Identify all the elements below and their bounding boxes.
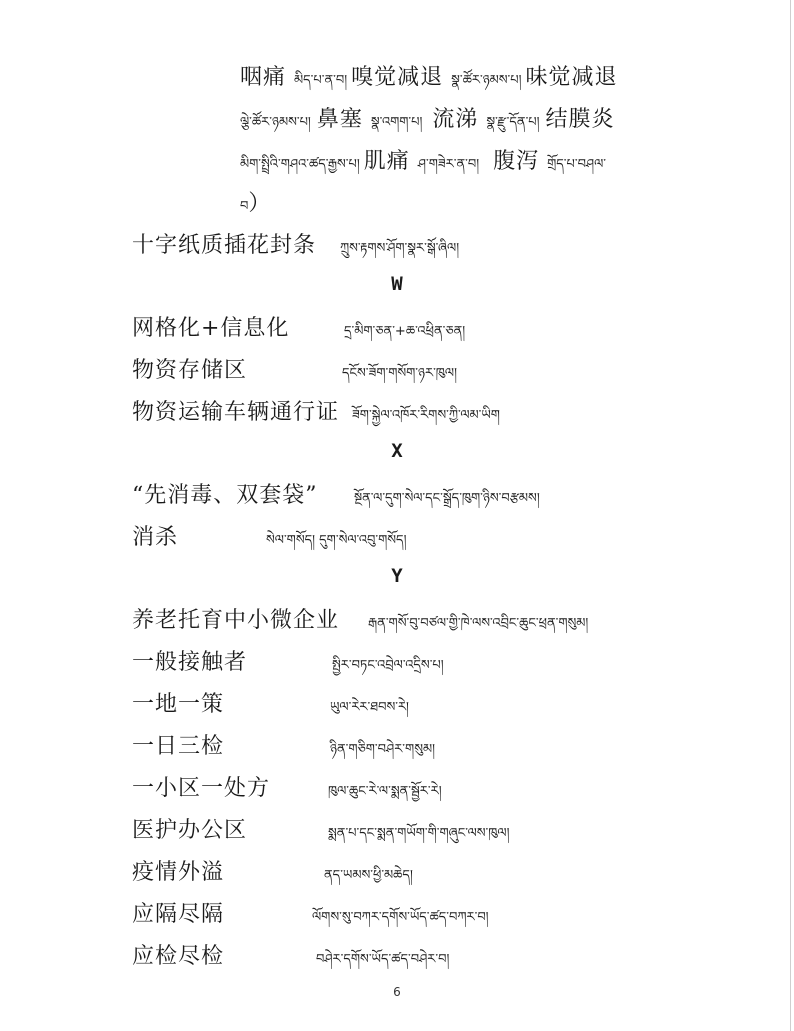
term-bo: བ: [240, 199, 249, 214]
entry-bo: སྨན་པ་དང་སྨན་གཡོག་གི་གཞུང་ལས་ཁུལ།: [328, 826, 510, 841]
term-bo: མིད་པ་ན་བ།: [294, 73, 348, 88]
symptom-line-4: [240, 186, 271, 228]
glossary-entry: [132, 771, 442, 813]
section-letter-y: Y: [391, 565, 403, 587]
entry-bo: ཡུལ་རེར་ཐབས་རེ།: [330, 700, 409, 715]
glossary-entry: [132, 897, 489, 939]
term-bo: ལྕེ་ཚོར་ཉམས་པ།: [240, 115, 311, 130]
term-bo: སྣ་ཚོར་ཉམས་པ།: [451, 73, 522, 88]
entry-zh: 疫情外溢: [132, 860, 225, 885]
entry-bo: ཀྲུས་རྟགས་ཤོག་སྣར་སྒོ་ཞིལ།: [340, 241, 460, 256]
entry-zh: 医护办公区: [132, 818, 248, 843]
section-letter-x: X: [391, 440, 403, 462]
term-zh: 咽痛: [240, 65, 287, 90]
term-zh: 结膜炎: [545, 107, 615, 132]
glossary-entry: [132, 395, 500, 437]
term-zh: 流涕: [432, 107, 479, 132]
term-bo: སྣ་རྫུ་དོན་པ།: [486, 115, 540, 130]
entry-bo: སྤྱིར་བཏང་འབྲེལ་འདྲིས་པ།: [332, 658, 444, 673]
page-number: 6: [393, 985, 401, 999]
symptom-line-1: [240, 60, 618, 102]
entry-zh: 十字纸质插花封条: [132, 233, 317, 258]
entry-zh: 应检尽检: [132, 944, 225, 969]
entry-zh: 应隔尽隔: [132, 902, 225, 927]
glossary-entry: [132, 813, 509, 855]
entry-zh: 消杀: [132, 525, 179, 550]
glossary-entry: [132, 603, 588, 645]
term-zh: 鼻塞: [316, 107, 363, 132]
glossary-entry: [132, 729, 435, 771]
entry-zh: 网格化+信息化: [132, 316, 290, 341]
entry-bo: ཉིན་གཅིག་བཤེར་གསུམ།: [330, 742, 435, 757]
entry-bo: དངོས་ཟོག་གསོག་ཉར་ཁུལ།: [342, 366, 457, 381]
glossary-entry: [132, 687, 409, 729]
entry-bo: དྲ་མིག་ཅན་+ཆ་འཕྲིན་ཅན།: [344, 324, 466, 339]
entry-bo: སེལ་གསོད། དུག་སེལ་འབུ་གསོད།: [266, 533, 407, 548]
entry-bo: ནད་ཡམས་ཕྱི་མཆེད།: [324, 868, 413, 883]
term-zh: 肌痛: [363, 149, 410, 174]
glossary-entry: [132, 311, 465, 353]
entry-zh: 养老托育中小微企业: [132, 608, 340, 633]
entry-bo: ལོགས་སུ་བཀར་དགོས་ཡོད་ཚད་བཀར་བ།: [312, 910, 489, 925]
glossary-entry: [132, 855, 413, 897]
entry-zh: 物资运输车辆通行证: [132, 400, 340, 425]
entry-bo: སྔོན་ལ་དུག་སེལ་དང་སྒྲོད་ཁུག་ཉིས་བརྩམས།: [354, 491, 540, 506]
page-edge-rule: [790, 0, 791, 1031]
glossary-entry: [132, 939, 449, 981]
term-zh: 嗅觉减退: [351, 65, 444, 90]
entry-bo: བཤེར་དགོས་ཡོད་ཚད་བཤེར་བ།: [316, 952, 450, 967]
entry-bo: ཟོག་སྐྱེལ་འཁོར་རིགས་ཀྱི་ལམ་ཡིག: [352, 408, 500, 423]
entry-zh: “先消毒、双套袋”: [132, 483, 318, 508]
symptom-line-3: [240, 144, 606, 186]
term-bo: གྲོད་པ་བཤལ་: [547, 157, 607, 172]
glossary-entry: [132, 478, 540, 520]
entry-zh: 一般接触者: [132, 650, 248, 675]
term-bo: མིག་སྤྲིའི་གཤའ་ཚད་རྒྱས་པ།: [240, 157, 360, 172]
glossary-entry: [132, 228, 459, 270]
glossary-entry: [132, 520, 406, 562]
section-letter-w: W: [391, 273, 403, 295]
term-zh: ）: [248, 191, 272, 216]
term-zh: 腹泻: [493, 149, 540, 174]
entry-zh: 一地一策: [132, 692, 225, 717]
glossary-entry: [132, 353, 457, 395]
entry-zh: 物资存储区: [132, 358, 248, 383]
entry-bo: རྒན་གསོ་བུ་བཙལ་གྱི་ཁེ་ལས་འབྲིང་ཆུང་ཕྲན་གསུམ།: [368, 616, 589, 631]
entry-zh: 一小区一处方: [132, 776, 271, 801]
term-bo: སྣ་འགག་པ།: [370, 115, 423, 130]
symptom-line-2: [240, 102, 615, 144]
entry-zh: 一日三检: [132, 734, 225, 759]
glossary-entry: [132, 645, 444, 687]
term-bo: ཤ་གཟེར་ན་བ།: [417, 157, 480, 172]
term-zh: 味觉减退: [525, 65, 618, 90]
entry-bo: ཁུལ་ཆུང་རེ་ལ་སྨན་སྦྱོར་རེ།: [328, 784, 442, 799]
